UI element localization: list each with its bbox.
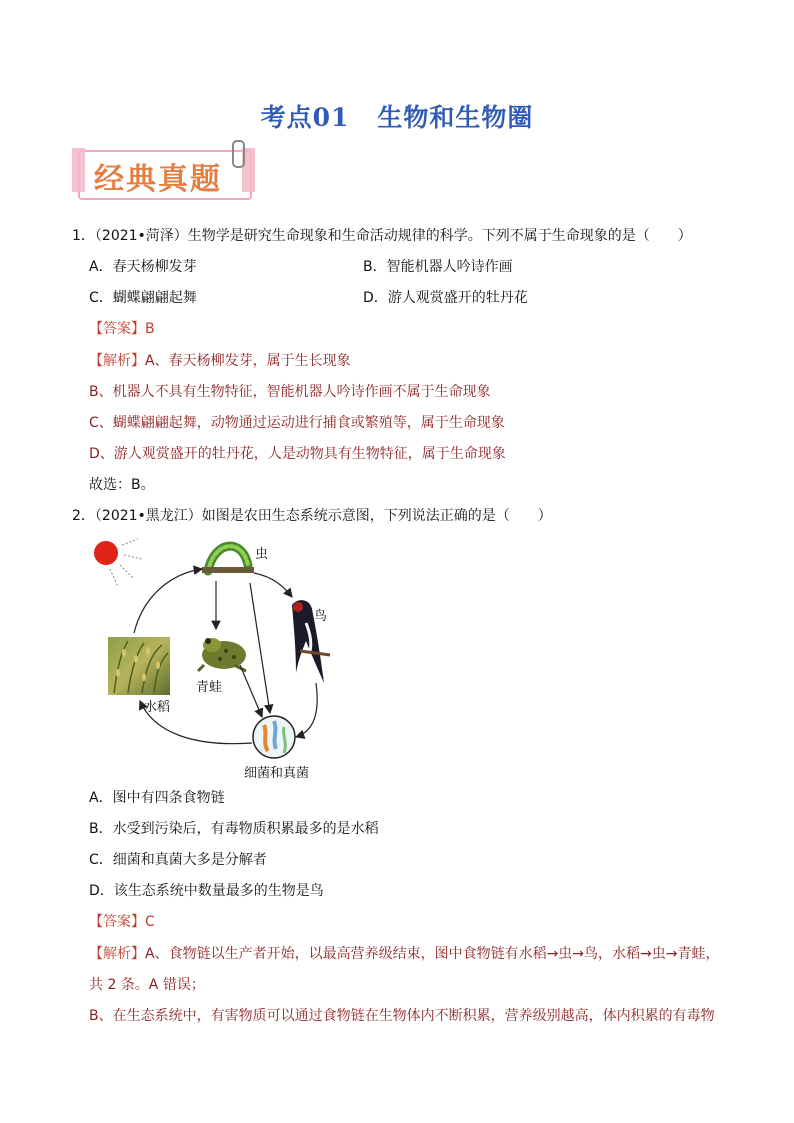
q1-option-a: A．春天杨柳发芽	[89, 259, 197, 275]
q2-option-b: B．水受到污染后，有毒物质积累最多的是水稻	[89, 821, 379, 837]
q1-stem: 1．（2021•菏泽）生物学是研究生命现象和生命活动规律的科学。下列不属于生命现象的是（ ）	[72, 228, 692, 244]
q1-answer-label: 【答案】	[89, 321, 145, 337]
page-title-text: 生物和生物圈	[377, 103, 534, 132]
q1-option-c: C．蝴蝶翩翩起舞	[89, 290, 197, 306]
q2-analysis-line-3: B、在生态系统中，有害物质可以通过食物链在生物体内不断积累，营养级别越高，体内积累的有毒物	[89, 1008, 715, 1024]
q2-analysis-line-2: 共 2 条。A 错误；	[89, 977, 205, 993]
q2-option-c: C．细菌和真菌大多是分解者	[89, 852, 267, 868]
q2-answer-value: C	[145, 914, 155, 930]
q1-analysis-line-1	[89, 352, 351, 370]
rice-plant-image	[108, 637, 170, 695]
section-banner	[72, 140, 272, 204]
label-rice: 水稻	[144, 700, 171, 715]
q1-analysis-label: 【解析】	[89, 353, 145, 369]
q2-answer	[89, 913, 155, 931]
q2-analysis-label: 【解析】	[89, 946, 145, 962]
q2-analysis-line-1	[89, 945, 720, 963]
q2-option-a: A．图中有四条食物链	[89, 790, 225, 806]
sun-icon	[94, 539, 142, 587]
banner-tape-left	[72, 148, 85, 192]
q2-option-d: D．该生态系统中数量最多的生物是鸟	[89, 883, 324, 899]
banner-text: 经典真题	[94, 162, 222, 197]
q1-answer	[89, 320, 155, 338]
ecosystem-diagram	[84, 533, 344, 783]
page-title	[0, 98, 794, 134]
ecosystem-diagram-svg	[84, 533, 344, 783]
q2-analysis-text-1: A、食物链以生产者开始，以最高营养级结束，图中食物链有水稻→虫→鸟，水稻→虫→青蛙，	[145, 946, 720, 962]
label-frog: 青蛙	[196, 680, 223, 695]
q1-option-d: D．游人观赏盛开的牡丹花	[363, 290, 528, 306]
q1-analysis-line-4: D、游人观赏盛开的牡丹花，人是动物具有生物特征，属于生命现象	[89, 446, 506, 462]
paperclip-icon	[232, 140, 245, 168]
page-title-number: 考点01	[260, 103, 350, 132]
label-insect: 虫	[255, 547, 269, 562]
q2-answer-label: 【答案】	[89, 914, 145, 930]
q1-analysis-text-1: A、春天杨柳发芽，属于生长现象	[145, 353, 351, 369]
caterpillar-icon	[202, 546, 254, 573]
q2-stem: 2．（2021•黑龙江）如图是农田生态系统示意图，下列说法正确的是（ ）	[72, 508, 552, 524]
q1-analysis-line-3: C、蝴蝶翩翩起舞，动物通过运动进行捕食或繁殖等，属于生命现象	[89, 415, 505, 431]
q1-option-b: B．智能机器人吟诗作画	[363, 259, 513, 275]
bacteria-fungi-icon	[253, 716, 295, 758]
q1-answer-value: B	[145, 321, 155, 337]
label-decomposers: 细菌和真菌	[244, 766, 310, 781]
q1-conclusion: 故选：B。	[89, 477, 155, 493]
q1-analysis-line-2: B、机器人不具有生物特征，智能机器人吟诗作画不属于生命现象	[89, 384, 491, 400]
frog-icon	[198, 638, 246, 671]
label-bird: 鸟	[314, 609, 328, 624]
